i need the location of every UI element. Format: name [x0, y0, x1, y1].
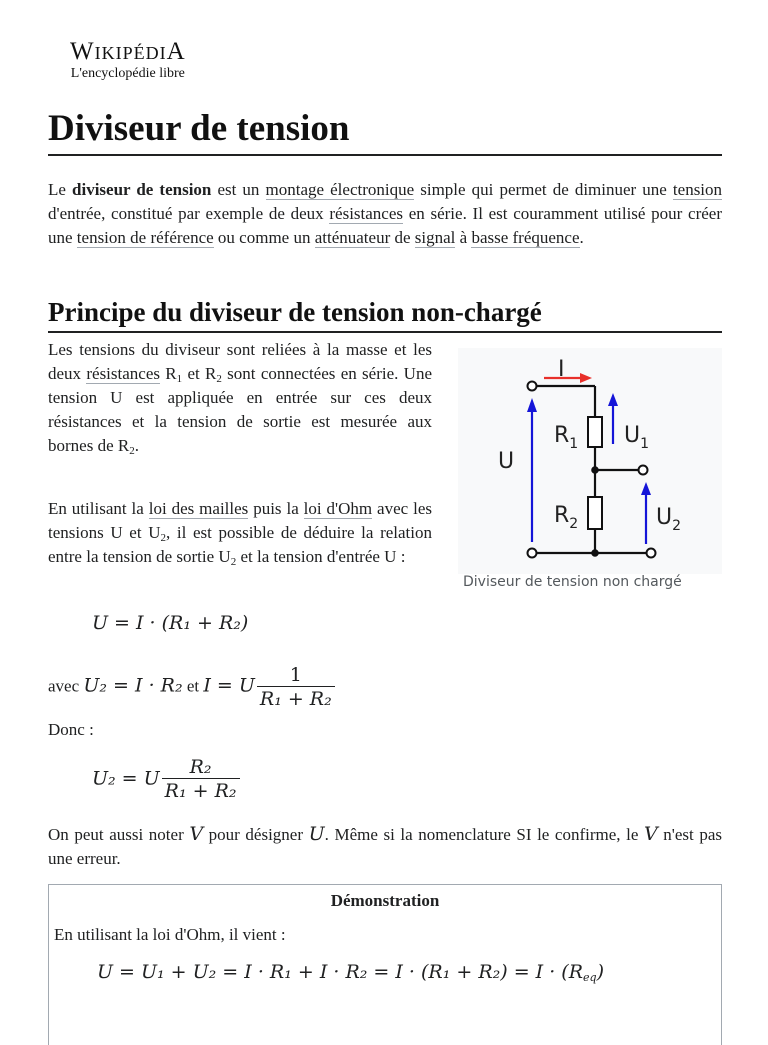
circuit-diagram[interactable]: [458, 348, 722, 574]
page-title: Diviseur de tension: [48, 106, 722, 156]
resistor-r2: [588, 497, 602, 529]
link-loi-d-ohm[interactable]: loi d'Ohm: [303, 499, 373, 518]
label-u2: $U_2$: [656, 505, 682, 534]
demonstration-text: En utilisant la loi d'Ohm, il vient :: [54, 925, 286, 944]
label-i: I: [558, 357, 565, 382]
label-u1: $U_1$: [624, 423, 650, 452]
resistor-r1: [588, 417, 602, 447]
link-basse-frequence[interactable]: basse fréquence: [471, 228, 580, 247]
link-tension[interactable]: tension: [672, 180, 723, 199]
current-arrow: [544, 373, 592, 383]
label-r1: $R_1$: [554, 423, 579, 452]
link-montage-electronique[interactable]: montage électronique: [265, 180, 415, 199]
link-loi-des-mailles[interactable]: loi des mailles: [148, 499, 249, 518]
fraction-1: $\frac{1}{\text{R₁ + R₂}}$: [257, 664, 335, 711]
donc-label: Donc :: [48, 720, 94, 739]
logo-title: WIKIPÉDIA: [70, 38, 186, 65]
link-resistances-2[interactable]: résistances: [86, 364, 160, 383]
fraction-2: $\frac{\text{R₂}}{\text{R₁ + R₂}}$: [162, 756, 240, 803]
equation-1: U = I · (R₁ + R₂): [92, 612, 249, 634]
intro-paragraph: Le diviseur de tension est un montage électronique simple qui permet de diminuer une tension d'entrée, constitué par exemple de deux résistances en série. Il est couramment utilisé pour créer une tension de référence ou comme un atténuateur de signal à basse fréquence.: [48, 180, 723, 247]
link-resistances[interactable]: résistances: [329, 204, 404, 223]
section-title: Principe du diviseur de tension non-chargé: [48, 294, 722, 333]
note-paragraph: On peut aussi noter V pour désigner U. Même si la nomenclature SI le confirme, le V n'est pas une erreur.: [48, 823, 723, 868]
figure-caption: Diviseur de tension non chargé: [463, 574, 682, 590]
circuit-svg: [458, 348, 722, 574]
bold-term: diviseur de tension: [72, 180, 212, 199]
link-signal[interactable]: signal: [414, 228, 456, 247]
label-r2: $R_2$: [554, 503, 579, 532]
logo-subtitle: L'encyclopédie libre: [70, 66, 185, 81]
equation-3: U₂ = U $\frac{\text{R₂}}{\text{R₁ + R₂}}$: [92, 756, 242, 803]
section-paragraph-1: Les tensions du diviseur sont reliées à la masse et les deux résistances $R_1$ et $R_2$ sont connectées en série. Une tension U est appliquée en entrée sur ces deux résistances et la tension de sortie est mesurée aux bornes de $R_2$.: [48, 340, 433, 457]
link-attenuateur[interactable]: atténuateur: [314, 228, 391, 247]
demonstration-equation: $U = U_1 + U_2 = I \cdot R_1 + I \cdot R_2 = I \cdot (R_1 + R_2) = I \cdot (R_{eq})$: [97, 961, 604, 984]
demonstration-title[interactable]: Démonstration: [330, 891, 440, 910]
section-paragraph-2: En utilisant la loi des mailles puis la loi d'Ohm avec les tensions U et $U_2$, il est possible de déduire la relation entre la tension de sortie $U_2$ et la tension d'entrée U :: [48, 499, 433, 568]
equation-2-line: avec U₂ = I · R₂ et I = U $\frac{1}{\text{R₁ + R₂}}$: [48, 664, 337, 711]
demonstration-box: [48, 884, 722, 1045]
wikipedia-logo[interactable]: [70, 38, 186, 81]
label-u: U: [498, 449, 515, 474]
link-tension-de-reference[interactable]: tension de référence: [76, 228, 214, 247]
